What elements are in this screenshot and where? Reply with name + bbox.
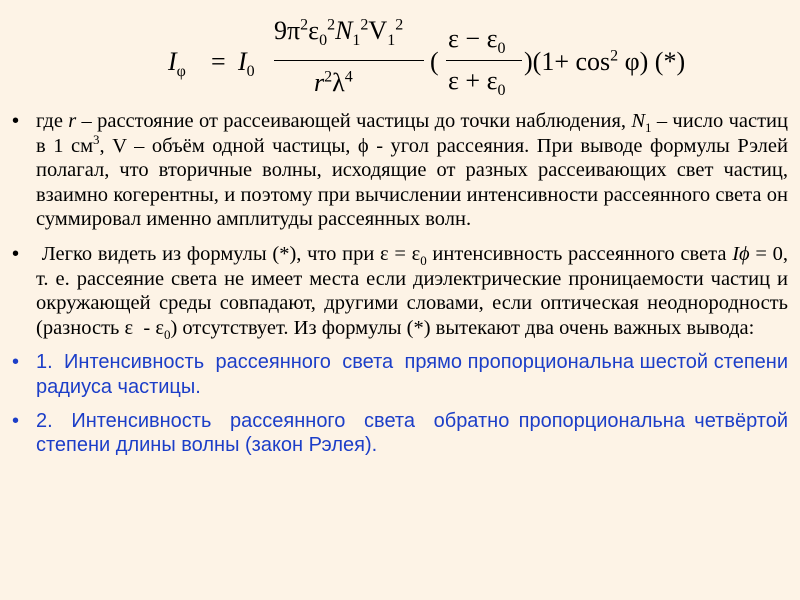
fraction2-numerator: $\varepsilon - \varepsilon_0$ xyxy=(448,24,506,58)
formula-tail: )$(1+ \cos^2 \varphi)$ (*) xyxy=(524,47,686,76)
formula-open-paren: ( xyxy=(430,47,439,76)
slide-content xyxy=(12,109,794,467)
bullet-icon: • xyxy=(12,110,20,132)
conclusion-1: • 1. Интенсивность рассеянного света прямо пропорциональна шестой степени радиуса частицы. xyxy=(12,351,794,398)
formula-equals: = xyxy=(211,47,226,76)
formula-i0: $I_0$ xyxy=(238,47,255,81)
bullet-icon: • xyxy=(12,242,20,265)
fraction-line-main xyxy=(274,60,424,61)
fraction2-denominator: $\varepsilon + \varepsilon_0$ xyxy=(448,66,506,100)
paragraph-definitions: • где r – расстояние от рассеивающей частицы до точки наблюдения, $N_1$ – число частиц в 1 $см^3$, V – объём одной частицы, ϕ - угол рассеяния. При выводе формулы Рэлей полагал, что вторичные волны, исходящие от разных рассеивающих свет частиц, взаимно когерентны, и поэтому при вычислении интенсивности рассеянного света он суммировал именно амплитуды рассеянных волн. xyxy=(12,110,794,231)
formula-numerator: $9\pi^2\varepsilon_0^2N_1^2V_1^2$ xyxy=(274,16,404,50)
rayleigh-formula xyxy=(168,6,728,110)
bullet-icon: • xyxy=(12,351,20,374)
conclusion-2: • 2. Интенсивность рассеянного света обратно пропорциональна четвёртой степени длины волны (закон Рэлея). xyxy=(12,409,794,457)
formula-lhs: $I_\varphi$ xyxy=(168,47,186,81)
fraction-line-eps xyxy=(446,60,522,61)
paragraph-consequence: • Легко видеть из формулы (*), что при $\varepsilon = \varepsilon_0$ интенсивность рассеянного света Iϕ = 0, т. е. рассеяние света не имеет места если диэлектрические проницаемости частиц и окружающей среды совпадают, другими словами, если оптическая неоднородность (разность ε - $\varepsilon_0$) отсутствует. Из формулы (*) вытекают два очень важных вывода: xyxy=(12,242,794,342)
bullet-icon: • xyxy=(12,409,20,432)
formula-denominator: $r^2\lambda^4$ xyxy=(314,68,353,97)
